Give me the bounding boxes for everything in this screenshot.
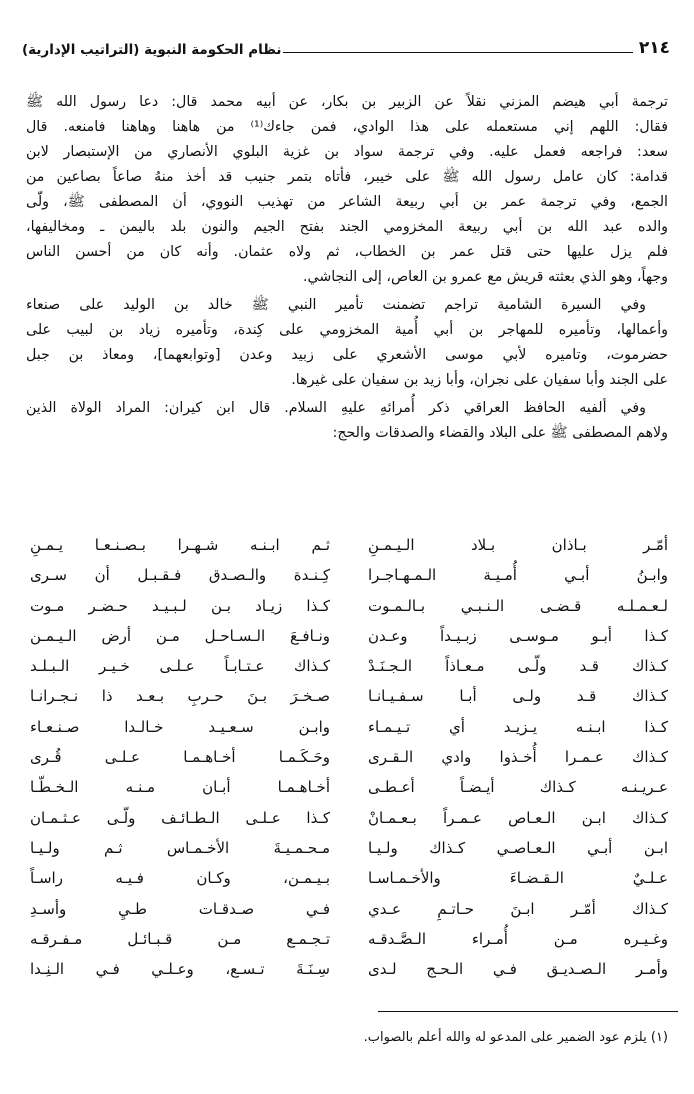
second-hemistich: مـحـمـيـةَ الأخـمـاس ثـم ولـيـا — [30, 838, 330, 857]
text-line: الجمع، وفي ترجمة عمر بن أبي ربيعة الشاعر من تهذيب النووي، أن المصطفى ﷺ، ولّى — [26, 194, 668, 210]
second-hemistich: فـي صـدقـات طـيِ وأسـدِ — [30, 899, 330, 918]
page-number: ٢١٤ — [638, 38, 670, 58]
first-hemistich: ابـن أبـي الـعـاصـي كـذاك ولـيـا — [368, 838, 668, 857]
first-hemistich: وغـيـره مـن أُمـراء الـصَّـدقـه — [368, 929, 668, 948]
text-line: سعد: فراجعه فعمل عليه. وفي ترجمة سواد بن غزية البلوي الأنصاري من الإستبصار لابن — [26, 144, 668, 160]
second-hemistich: سِـنَـةَ تـسـع، وعـلـي فـي الـنِـدا — [30, 960, 330, 979]
first-hemistich: كـذاك قـد ولّـى مـعـاذاً الـجـنَـدْ — [368, 657, 668, 676]
paragraph — [26, 293, 668, 393]
text-line: حضرموت، وتاميره لأبي موسى الأشعري على زبيد وعدن [وتوابعهما]، ومعاذ بن جبل — [26, 347, 668, 363]
verse — [30, 621, 668, 651]
footnote: (١) يلزم عود الضمير على المدعو له والله أعلم بالصواب. — [363, 1030, 668, 1045]
second-hemistich: وحَـكَـمـا أخـاهـمـا عـلـى قُـرى — [30, 748, 330, 767]
first-hemistich: وابـنُ أبـي أُمـيـة الـمـهـاجـرا — [368, 566, 668, 585]
first-hemistich: أمّـر بـاذان بـلاد الـيـمـنِ — [368, 536, 668, 554]
text-line: على الجند وأبا سفيان على نجران، وأبا زيد بن سفيان على غيرها. — [291, 372, 668, 388]
second-hemistich: كـذا زيـاد بـن لـبـيـد حـضـر مـوت — [30, 596, 330, 615]
text-line: فلم يزل عليها حتى قتل عمر بن الخطاب، ثم ولاه عثمان. وأنه كان من أحسن الناس — [26, 244, 668, 260]
text-line: ترجمة أبي هيضم المزني نقلاً عن الزبير بن بكار، عن أبيه محمد قال: دعا رسول الله ﷺ — [26, 94, 668, 110]
second-hemistich: كِـنـدة والـصـدق فـقـبـل أن سـرى — [30, 566, 330, 585]
second-hemistich: كـذاك عـتـابـاً عـلـى خـيـر الـبـلـد — [30, 657, 330, 676]
second-hemistich: بـيـمـن، وكـان فـيـه راسـاً — [30, 869, 330, 888]
text-line: وجهاً، وهو الذي بعثته قريش مع عمرو بن العاص، إلى النجاشي. — [303, 269, 668, 285]
first-hemistich: عـريـنـه كـذاك أيـضـاً أعـطـى — [368, 778, 668, 797]
verse — [30, 591, 668, 621]
body-text — [26, 90, 668, 449]
poem — [30, 530, 668, 984]
header-rule — [283, 52, 632, 53]
verse — [30, 651, 668, 681]
first-hemistich: عـلـيٌ الـقـضـاءَ والأخـمـاسـا — [368, 869, 668, 888]
verse — [30, 954, 668, 984]
running-header — [22, 34, 670, 58]
first-hemistich: كـذاك قـد ولـى أبـا سـفـيـانـا — [368, 687, 668, 706]
verse — [30, 833, 668, 863]
second-hemistich: صـخـرَ بـنَ حـربِ بـعـد ذا نـجـرانـا — [30, 687, 330, 706]
verse — [30, 681, 668, 711]
first-hemistich: كـذاك أمّـر ابـنَ حـاتـمِ عـدي — [368, 899, 668, 918]
second-hemistich: تـجـمـع مـن قـبـائـل مـفـرقـه — [30, 929, 330, 948]
first-hemistich: كـذا أبـو مـوسـى زبـيـداً وعـدن — [368, 626, 668, 645]
verse — [30, 772, 668, 802]
verse — [30, 560, 668, 590]
running-title: نظام الحكومة النبوية (التراتيب الإدارية) — [22, 42, 282, 58]
footnote-rule — [378, 1011, 678, 1012]
first-hemistich: كـذا ابـنـه يـزيـد أي تـيـمـاء — [368, 717, 668, 736]
text-line: فقال: اللهم إني مستعمله على هذا الوادي، فمن جاءك⁽¹⁾ من هاهنا وهاهنا فامنعه. قال — [26, 119, 668, 135]
text-line: وفي ألفيه الحافظ العراقي ذكر أُمرائهِ عليهِ السلام. قال ابن كيران: المراد الولاة الذين — [26, 400, 646, 416]
paragraph — [26, 90, 668, 290]
paragraph — [26, 396, 668, 446]
first-hemistich: كـذاك ابـن الـعـاص عـمـراً بـعـمـانْ — [368, 808, 668, 827]
verse — [30, 863, 668, 893]
verse — [30, 924, 668, 954]
text-line: والده عبد الله بن أبي ربيعة المخزومي الجند بفتح الجيم والنون بلد باليمن ـ ومخاليفها، — [26, 219, 668, 235]
second-hemistich: أخـاهـمـا أبـان مـنـه الـخـطّـا — [30, 778, 330, 797]
verse — [30, 530, 668, 560]
second-hemistich: ونـافـعَ الـسـاحـل مـن أرض الـيـمـن — [30, 626, 330, 645]
text-line: وفي السيرة الشامية تراجم تضمنت تأمير النبي ﷺ خالد بن الوليد على صنعاء — [26, 297, 646, 313]
text-line: وأعمالها، وتأميره للمهاجر بن أبي أُمية المخزومي على كِندة، وتأميره زياد بن لبيب على — [26, 322, 668, 338]
second-hemistich: ثـم ابـنـه شـهـرا بـصـنـعـا يـمـنِ — [30, 536, 330, 554]
second-hemistich: كـذا عـلـى الـطـائـف ولّـى عـثـمـان — [30, 808, 330, 827]
verse — [30, 712, 668, 742]
second-hemistich: وابـن سـعـيـد خـالـدا صـنـعـاء — [30, 717, 330, 736]
text-line: قدامة: كان عامل رسول الله ﷺ على خيبر، فأتاه بتمر جنيب قد أخذ منهُ صاعاً بصاعين من — [26, 169, 668, 185]
verse — [30, 894, 668, 924]
first-hemistich: وأمـر الـصـديـق فـي الـحـج لـدى — [368, 960, 668, 979]
verse — [30, 803, 668, 833]
first-hemistich: لـعـمـلـه قـضـى الـنـبـي بـالـمـوت — [368, 596, 668, 615]
first-hemistich: كـذاك عـمـرا أُخـذوا وادي الـقـرى — [368, 748, 668, 767]
text-line: ولاهم المصطفى ﷺ على البلاد والقضاء والصدقات والحج: — [332, 425, 668, 441]
verse — [30, 742, 668, 772]
